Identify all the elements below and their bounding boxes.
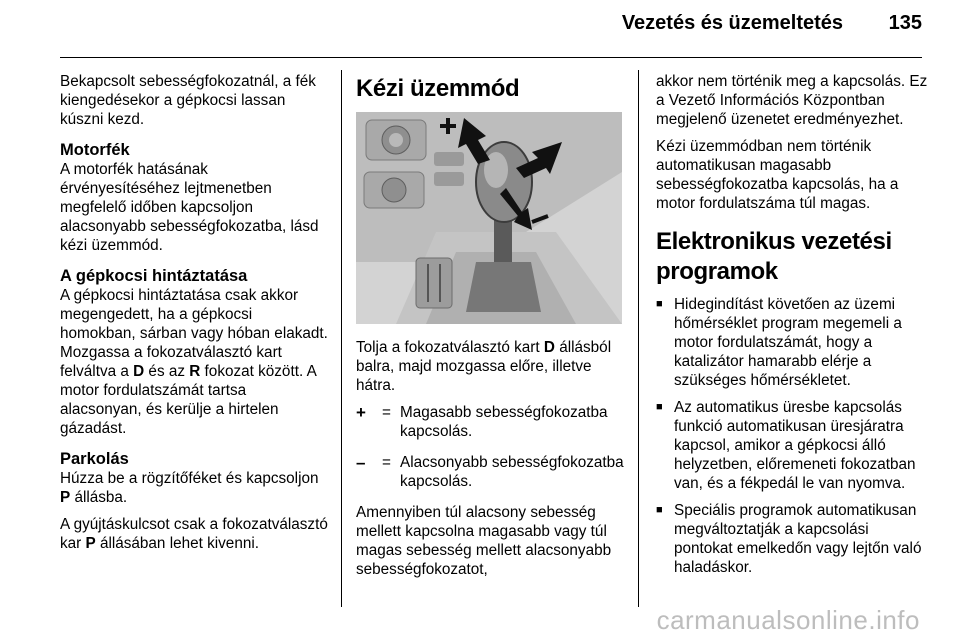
- list-item: ■ Speciális programok automatikusan megváltoztatják a kapcsolási pontokat emelkedőn vagy lejtőn való haladáskor.: [656, 502, 922, 576]
- plus-icon: +: [356, 403, 366, 422]
- parking-text-1: Húzza be a rögzítőféket és kapcsoljon P állásba.: [60, 470, 319, 506]
- legend-row-minus: [356, 453, 626, 491]
- column-left: [60, 72, 330, 564]
- programs-list: [656, 295, 928, 577]
- column-divider: [341, 70, 342, 607]
- gear-selector-drawing: [356, 112, 622, 324]
- section-motorfek: [60, 140, 330, 255]
- figure-caption: Tolja a fokozatválasztó kart D állásból balra, majd mozgassa előre, illetve hátra.: [356, 339, 612, 394]
- page-header: [622, 12, 922, 35]
- square-bullet-icon: ■: [656, 298, 663, 310]
- legend-equals: =: [382, 454, 391, 471]
- section-text: A gépkocsi hintáztatása csak akkor megengedett, ha a gépkocsi homokban, sárban vagy hóban elakadt. Mozgassa a fokozatválasztó kart felváltva a D és az R fokozat között. A motor fordulatszámát tartsa alacsonyan, és kerülje a hirtelen gázadást.: [60, 287, 328, 437]
- section-rocking: [60, 266, 330, 438]
- continued-paragraph: akkor nem történik meg a kapcsolás. Ez a Vezető Információs Központban megjelenő üzenetet eredményezhet.: [656, 73, 928, 128]
- square-bullet-icon: ■: [656, 401, 663, 413]
- column-right: [656, 72, 928, 585]
- column-middle: [356, 72, 626, 587]
- section-heading: A gépkocsi hintáztatása: [60, 267, 248, 285]
- minus-icon: –: [356, 453, 366, 472]
- parking-text-2: A gyújtáskulcsot csak a fokozatválasztó kar P állásában lehet kivenni.: [60, 516, 328, 552]
- section-heading-driving-programs: Elektronikus vezetési programok: [656, 228, 892, 285]
- gear-selector-illustration: [356, 112, 622, 324]
- legend-row-plus: [356, 403, 626, 441]
- watermark: carmanualsonline.info: [656, 605, 920, 635]
- column-divider: [638, 70, 639, 607]
- section-text: A motorfék hatásának érvényesítéséhez lejtmenetben megfelelő időben kapcsoljon alacsonyabb sebességfokozatba, lásd kézi üzemmód.: [60, 161, 319, 254]
- section-heading: Parkolás: [60, 450, 129, 468]
- page-number: 135: [888, 12, 922, 34]
- bottom-paragraph: Amennyiben túl alacsony sebesség mellett kapcsolna magasabb vagy túl magas sebesség mellett alacsonyabb sebességfokozatot,: [356, 504, 612, 578]
- list-item: ■ Hidegindítást követően az üzemi hőmérséklet program megemeli a motor fordulatszámát, hogy a katalizátor hamarabb elérje a szükséges hőmérsékletet.: [656, 296, 902, 389]
- legend-text: Magasabb sebességfokozatba kapcsolás.: [400, 404, 608, 440]
- legend-equals: =: [382, 404, 391, 421]
- section-parking: [60, 449, 330, 553]
- manual-mode-note: Kézi üzemmódban nem történik automatikusan magasabb sebességfokozatba kapcsolás, ha a motor fordulatszáma túl magas.: [656, 138, 899, 212]
- legend-text: Alacsonyabb sebességfokozatba kapcsolás.: [400, 454, 624, 490]
- section-title: Vezetés és üzemeltetés: [621, 12, 844, 34]
- header-rule: [60, 57, 922, 58]
- section-heading: Motorfék: [60, 141, 130, 159]
- section-heading-manual-mode: Kézi üzemmód: [356, 75, 520, 102]
- list-item: ■ Az automatikus üresbe kapcsolás funkció automatikusan üresjáratra kapcsol, amikor a gépkocsi álló helyzetben, előremeneti fokozatban van, és a fékpedál le van nyomva.: [656, 399, 916, 492]
- square-bullet-icon: ■: [656, 504, 663, 516]
- intro-paragraph: Bekapcsolt sebességfokozatnál, a fék kiengedésekor a gépkocsi lassan kúszni kezd.: [60, 73, 316, 128]
